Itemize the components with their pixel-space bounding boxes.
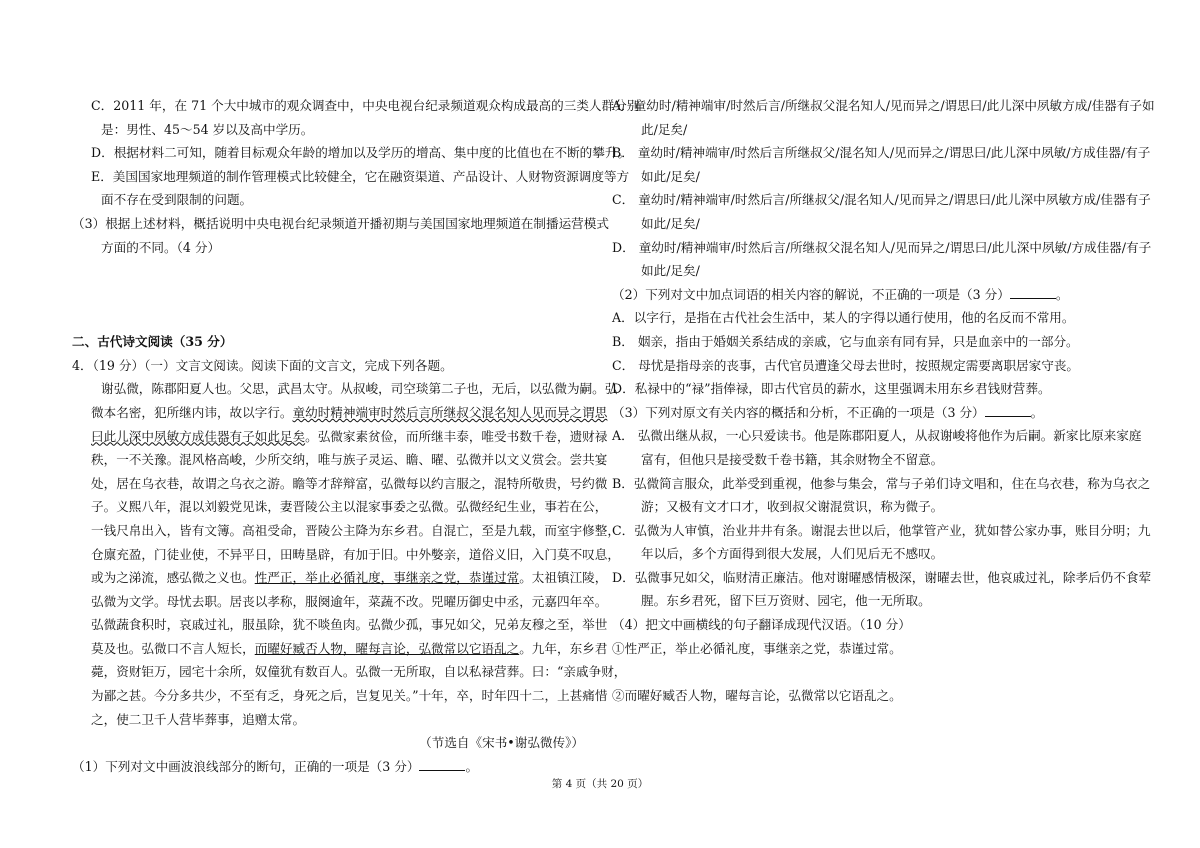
- q3-option-b-line2: 游；又极有文才口才，收到叔父谢混赏识，称为微子。: [641, 499, 944, 515]
- passage-line: 弘微为文学。母忧去职。居丧以孝称，服阕逾年，菜蔬不改。兕曜历御史中丞，元嘉四年卒。: [91, 593, 608, 609]
- passage-line: 为鄙之甚。今分多共少，不至有乏，身死之后，岂复见关。”十年，卒，时年四十二，上甚痛惜: [91, 688, 608, 704]
- passage-line: 之，使二卫千人营毕葬事，追赠太常。: [91, 711, 306, 727]
- passage-line: 谢弘微，陈郡阳夏人也。父思，武昌太守。从叔峻，司空琰第二子也，无后，以弘微为嗣。弘: [101, 381, 618, 397]
- q3-option-a-line2: 富有，但他只是接受数千卷书籍，其余财物全不留意。: [641, 451, 944, 467]
- option-b-line2: 如此/足矣/: [641, 168, 700, 184]
- translation-item-2: ②而曜好臧否人物，曜每言论，弘微常以它语乱之。: [612, 687, 902, 703]
- passage-line: 一钱尺帛出入，皆有文簿。高祖受命，晋陵公主降为东乡君。自混亡，至是九载，而室宇修整，: [91, 522, 620, 538]
- passage-line: 薨，资财钜万，园宅十余所，奴僮犹有数百人。弘微一无所取，自以私禄营葬。曰：“亲戚争财，: [91, 664, 627, 680]
- option-b-line1: B． 童幼时/精神端审/时然后言所继叔父/混名知人/见而异之/谓思曰/此儿深中夙敏/方成佳器/有子: [612, 145, 1151, 161]
- passage-line: 曰此儿深中夙敏方成佳器有子如此足矣。弘微家素贫俭，而所继丰泰，唯受书数千卷，遗财禄: [91, 428, 608, 444]
- question-3: （3）下列对原文有关内容的概括和分析，不正确的一项是（3 分） 。: [612, 404, 1044, 420]
- page-footer: 第 4 页（共 20 页）: [551, 778, 649, 790]
- option-a-line1: A．童幼时/精神端审/时然后言/所继叔父混名知人/见而异之/谓思曰/此儿深中夙敏方成/佳器有子如: [612, 98, 1155, 113]
- question-4-intro: 4．（19 分）（一）文言文阅读。阅读下面的文言文，完成下列各题。: [72, 357, 453, 373]
- wavy-underlined-text: 曰此儿深中夙敏方成佳器有子如此足矣: [91, 428, 306, 444]
- q2-option-d: D．私禄中的“禄”指俸禄，即古代官员的薪水，这里强调未用东乡君钱财营葬。: [612, 381, 1051, 397]
- option-d-line2: 如此/足矣/: [641, 263, 700, 279]
- q2-option-c: C． 母忧是指母亲的丧事，古代官员遭逢父母去世时，按照规定需要离职居家守丧。: [612, 357, 1080, 373]
- passage-line: 微本名密，犯所继内讳，故以字行。童幼时精神端审时然后言所继叔父混名知人见而异之谓思: [91, 404, 608, 420]
- q3-option-b-line1: B．弘微简言服众，此举受到重视，他参与集会，常与子弟们诗文唱和，住在乌衣巷，称为乌衣之: [612, 475, 1151, 491]
- question-4: （4）把文中画横线的句子翻译成现代汉语。（10 分）: [612, 617, 911, 633]
- question-2: （2）下列对文中加点词语的相关内容的解说，不正确的一项是（3 分） 。: [612, 286, 1069, 302]
- option-c-line1: C．2011 年，在 71 个大中城市的观众调查中，中央电视台纪录频道观众构成最高的三类人群分别: [91, 98, 640, 113]
- left-column: [72, 94, 640, 778]
- source-citation: （节选自《宋书•谢弘微传》）: [419, 735, 584, 751]
- underlined-sentence-2: 而曜好臧否人物，曜每言论，弘微常以它语乱之: [254, 640, 520, 656]
- option-d: D．根据材料二可知，随着目标观众年龄的增加以及学历的增高、集中度的比值也在不断的攀升。: [91, 145, 631, 161]
- section-title: 二、古代诗文阅读（35 分）: [72, 334, 233, 350]
- q2-option-b: B． 姻亲，指由于婚姻关系结成的亲戚，它与血亲有同有异，只是血亲中的一部分。: [612, 333, 1079, 349]
- underlined-sentence-1: 性严正，举止必循礼度，事继亲之党，恭谨过常: [254, 570, 520, 586]
- passage-line: 或为之涕流，感弘微之义也。性严正，举止必循礼度，事继亲之党，恭谨过常。太祖镇江陵，: [91, 570, 608, 586]
- passage-line: 莫及也。弘微口不言人短长，而曜好臧否人物，曜每言论，弘微常以它语乱之。九年，东乡君: [91, 640, 608, 656]
- answer-blank[interactable]: [985, 404, 1031, 417]
- q3-option-c-line1: C．弘微为人审慎，治业井井有条。谢混去世以后，他掌管产业，犹如替公家办事，账目分明；九: [612, 522, 1151, 538]
- option-a-line2: 此/足矣/: [641, 121, 688, 137]
- passage-line: 处，居在乌衣巷，故谓之乌衣之游。瞻等才辞辩富，弘微每以约言服之，混特所敬贵，号约微: [91, 475, 608, 491]
- wavy-underlined-text: 童幼时精神端审时然后言所继叔父混名知人见而异之谓思: [292, 404, 608, 420]
- passage-line: 秩，一不关豫。混风格高峻，少所交纳，唯与族子灵运、瞻、曜、弘微并以文义赏会。尝共宴: [91, 452, 608, 468]
- option-e-line1: E．美国国家地理频道的制作管理模式比较健全，它在融资渠道、产品设计、人财物资源调度等方: [91, 168, 630, 184]
- question-3-line2: 方面的不同。（4 分）: [101, 239, 221, 255]
- q3-option-d-line1: D．弘微事兄如父，临财清正廉洁。他对谢曜感情极深，谢曜去世，他哀戚过礼，除孝后仍不食荤: [612, 569, 1152, 585]
- question-3-line1: （3）根据上述材料，概括说明中央电视台纪录频道开播初期与美国国家地理频道在制播运营模式: [72, 215, 609, 231]
- answer-blank[interactable]: [1010, 286, 1056, 299]
- q3-option-d-line2: 腥。东乡君死，留下巨万资财、园宅，他一无所取。: [641, 593, 931, 609]
- q3-option-a-line1: A． 弘微出继从叔，一心只爱读书。他是陈郡阳夏人，从叔谢峻将他作为后嗣。新家比原来家庭: [612, 428, 1142, 444]
- option-c-line2: 如此/足矣/: [641, 215, 700, 231]
- passage-line: 子。义熙八年，混以刘毅党见诛，妻晋陵公主以混家事委之弘微。弘微经纪生业，事若在公，: [91, 499, 608, 515]
- answer-blank[interactable]: [419, 758, 465, 771]
- option-c-line2: 是：男性、45～54 岁以及高中学历。: [101, 121, 314, 137]
- translation-item-1: ①性严正，举止必循礼度，事继亲之党，恭谨过常。: [612, 640, 902, 656]
- option-d-line1: D． 童幼时/精神端审/时然后言/所继叔父混名知人/见而异之/谓思曰/此儿深中夙敏/方成佳器/有子: [612, 239, 1152, 255]
- option-c-line1: C． 童幼时/精神端审/时然后言/所继叔父/混名知人/见而异之/谓思曰/此儿深中夙敏方成/佳器有子: [612, 192, 1151, 208]
- passage-line: 仓廪充盈，门徒业使，不异平日，田畴垦辟，有加于旧。中外嫳亲，道俗义旧，入门莫不叹息，: [91, 546, 620, 562]
- option-e-line2: 面不存在受到限制的问题。: [101, 192, 253, 208]
- question-1: （1）下列对文中画波浪线部分的断句，正确的一项是（3 分） 。: [72, 758, 479, 774]
- passage-line: 弘微蔬食积时，哀戚过礼，服虽除，犹不啖鱼肉。弘微少孤，事兄如父，兄弟友穆之至，举世: [91, 617, 608, 633]
- q3-option-c-line2: 年以后，多个方面得到很大发展，人们见后无不感叹。: [641, 546, 944, 562]
- right-column: [612, 94, 1155, 707]
- q2-option-a: A．以字行，是指在古代社会生活中，某人的字得以通行使用，他的名反而不常用。: [612, 310, 1075, 326]
